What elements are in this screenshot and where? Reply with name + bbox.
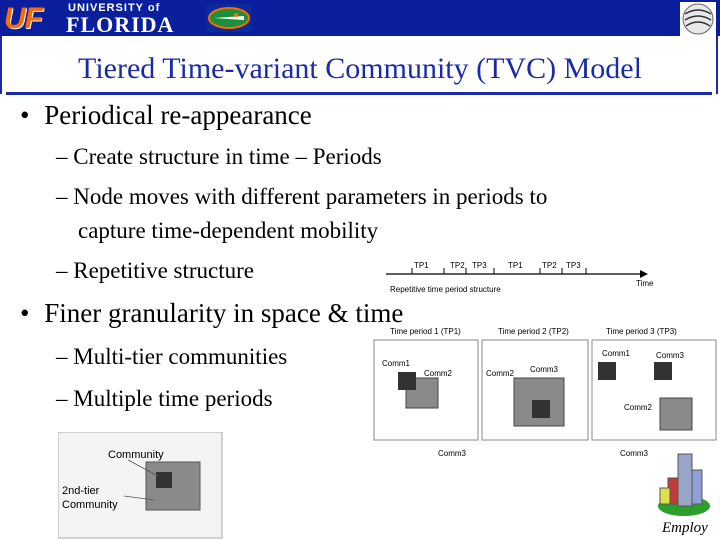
sub-bullet-1-1: – Create structure in time – Periods xyxy=(56,144,382,169)
sub-bullet-1-2-cont: capture time-dependent mobility xyxy=(78,218,379,243)
timeline-label: TP2 xyxy=(450,261,465,270)
uf-florida-text: FLORIDA xyxy=(66,12,175,37)
timeline-label: TP1 xyxy=(414,261,429,270)
period-2-label: Comm2 xyxy=(486,369,515,378)
employ-building-icon xyxy=(654,448,714,520)
time-period-diagram xyxy=(370,324,720,464)
uf-letters: UF xyxy=(4,2,42,35)
second-tier-label: 2nd-tier xyxy=(62,485,100,497)
timeline-diagram xyxy=(382,258,682,298)
uf-logo xyxy=(0,0,200,36)
bullet-glyph: • xyxy=(20,298,30,328)
period-3-subcommunity xyxy=(598,362,616,380)
title-underline xyxy=(6,92,712,95)
community-region xyxy=(146,462,200,510)
period-3-label: Comm3 xyxy=(620,449,649,458)
timeline-label: TP3 xyxy=(566,261,581,270)
timeline-arrow xyxy=(640,270,648,278)
timeline-label: TP3 xyxy=(472,261,487,270)
period-3-subcommunity xyxy=(654,362,672,380)
community-diagram xyxy=(58,432,224,540)
period-1-label: Comm3 xyxy=(438,449,467,458)
department-logo-icon xyxy=(680,2,716,36)
timeline-label: TP2 xyxy=(542,261,557,270)
timeline-caption: Repetitive time period structure xyxy=(390,285,501,294)
timeline-label: TP1 xyxy=(508,261,523,270)
uf-university-text: UNIVERSITY of xyxy=(68,2,161,14)
period-1-label: Comm2 xyxy=(424,369,453,378)
sub-bullet-1-3: – Repetitive structure xyxy=(56,258,254,283)
period-3-label: Comm3 xyxy=(656,351,685,360)
period-header: Time period 1 (TP1) xyxy=(390,327,461,336)
bullet-2 xyxy=(20,298,403,329)
bullet-2-text: Finer granularity in space & time xyxy=(44,298,404,328)
period-2-label: Comm3 xyxy=(530,365,559,374)
period-1-label: Comm1 xyxy=(382,359,411,368)
period-header: Time period 2 (TP2) xyxy=(498,327,569,336)
sub-bullet-1-2: – Node moves with different parameters in periods to xyxy=(56,184,548,209)
period-header: Time period 3 (TP3) xyxy=(606,327,677,336)
gator-logo-icon xyxy=(206,4,252,32)
sub-bullet-2-2: – Multiple time periods xyxy=(56,386,273,411)
bullet-1 xyxy=(20,100,312,131)
bullet-glyph: • xyxy=(20,100,30,130)
community-label: Community xyxy=(108,449,164,461)
sub-bullet-2-1: – Multi-tier communities xyxy=(56,344,288,369)
period-3-label: Comm2 xyxy=(624,403,653,412)
period-2-subcommunity xyxy=(532,400,550,418)
bullet-1-text: Periodical re-appearance xyxy=(44,100,312,130)
second-tier-region xyxy=(156,472,172,488)
period-1-subcommunity xyxy=(398,372,416,390)
period-3-community xyxy=(660,398,692,430)
timeline-time-label: Time xyxy=(636,279,654,288)
period-3-label: Comm1 xyxy=(602,349,631,358)
second-tier-label: Community xyxy=(62,499,118,511)
slide-title: Tiered Time-variant Community (TVC) Model xyxy=(78,52,642,85)
employ-label: Employ xyxy=(662,520,708,536)
